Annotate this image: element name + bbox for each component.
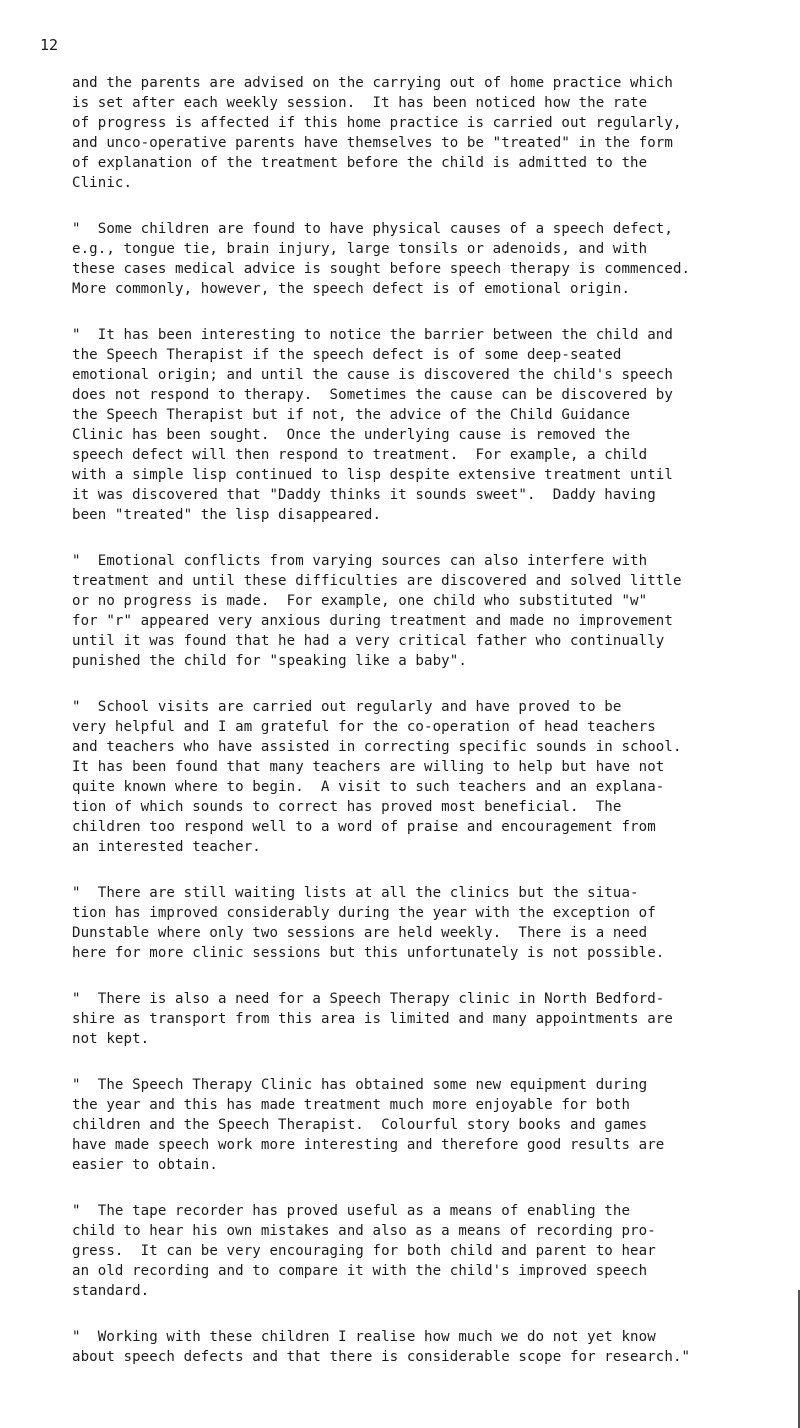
- text-line: easier to obtain.: [72, 1157, 218, 1173]
- page-number: 12: [40, 36, 59, 54]
- text-line: until it was found that he had a very critical father who continually: [72, 633, 665, 649]
- paragraph: [72, 697, 792, 857]
- paragraph: [72, 325, 792, 525]
- text-line: have made speech work more interesting and therefore good results are: [72, 1137, 665, 1153]
- text-line: not kept.: [72, 1031, 150, 1047]
- text-line: children too respond well to a word of praise and encouragement from: [72, 819, 656, 835]
- text-line: " It has been interesting to notice the barrier between the child and: [72, 327, 673, 343]
- paragraph: [72, 1201, 792, 1301]
- text-line: " Working with these children I realise how much we do not yet know: [72, 1329, 656, 1345]
- text-line: quite known where to begin. A visit to such teachers and an explana-: [72, 779, 665, 795]
- text-line: " School visits are carried out regularly and have proved to be: [72, 699, 622, 715]
- text-line: about speech defects and that there is considerable scope for research.": [72, 1349, 691, 1365]
- text-line: " The Speech Therapy Clinic has obtained some new equipment during: [72, 1077, 648, 1093]
- text-line: and teachers who have assisted in correcting specific sounds in school.: [72, 739, 682, 755]
- text-line: is set after each weekly session. It has been noticed how the rate: [72, 95, 648, 111]
- text-line: and unco-operative parents have themselves to be "treated" in the form: [72, 135, 673, 151]
- report-body: [72, 73, 792, 1393]
- text-line: an interested teacher.: [72, 839, 261, 855]
- text-line: of progress is affected if this home practice is carried out regularly,: [72, 115, 682, 131]
- text-line: and the parents are advised on the carrying out of home practice which: [72, 75, 673, 91]
- text-line: punished the child for "speaking like a baby".: [72, 653, 467, 669]
- text-line: it was discovered that "Daddy thinks it sounds sweet". Daddy having: [72, 487, 656, 503]
- text-line: " The tape recorder has proved useful as a means of enabling the: [72, 1203, 631, 1219]
- text-line: treatment and until these difficulties are discovered and solved little: [72, 573, 682, 589]
- text-line: children and the Speech Therapist. Colourful story books and games: [72, 1117, 648, 1133]
- text-line: does not respond to therapy. Sometimes the cause can be discovered by: [72, 387, 673, 403]
- text-line: shire as transport from this area is limited and many appointments are: [72, 1011, 673, 1027]
- paragraph: [72, 989, 792, 1049]
- text-line: child to hear his own mistakes and also as a means of recording pro-: [72, 1223, 656, 1239]
- text-line: here for more clinic sessions but this unfortunately is not possible.: [72, 945, 665, 961]
- text-line: Clinic has been sought. Once the underlying cause is removed the: [72, 427, 631, 443]
- paragraph: [72, 551, 792, 671]
- paragraph: [72, 219, 792, 299]
- text-line: the year and this has made treatment much more enjoyable for both: [72, 1097, 631, 1113]
- text-line: or no progress is made. For example, one child who substituted "w": [72, 593, 648, 609]
- text-line: been "treated" the lisp disappeared.: [72, 507, 382, 523]
- text-line: It has been found that many teachers are willing to help but have not: [72, 759, 665, 775]
- paragraph: [72, 1075, 792, 1175]
- text-line: gress. It can be very encouraging for both child and parent to hear: [72, 1243, 656, 1259]
- text-line: tion of which sounds to correct has proved most beneficial. The: [72, 799, 622, 815]
- paragraph: [72, 883, 792, 963]
- text-line: standard.: [72, 1283, 150, 1299]
- text-line: the Speech Therapist but if not, the advice of the Child Guidance: [72, 407, 631, 423]
- paragraph: [72, 73, 792, 193]
- text-line: for "r" appeared very anxious during treatment and made no improvement: [72, 613, 673, 629]
- text-line: " Emotional conflicts from varying sources can also interfere with: [72, 553, 648, 569]
- text-line: " There are still waiting lists at all the clinics but the situa-: [72, 885, 639, 901]
- text-line: the Speech Therapist if the speech defect is of some deep-seated: [72, 347, 622, 363]
- text-line: an old recording and to compare it with the child's improved speech: [72, 1263, 648, 1279]
- text-line: very helpful and I am grateful for the co-operation of head teachers: [72, 719, 656, 735]
- text-line: with a simple lisp continued to lisp despite extensive treatment until: [72, 467, 673, 483]
- text-line: More commonly, however, the speech defect is of emotional origin.: [72, 281, 631, 297]
- text-line: e.g., tongue tie, brain injury, large tonsils or adenoids, and with: [72, 241, 648, 257]
- paragraph: [72, 1327, 792, 1367]
- text-line: Clinic.: [72, 175, 133, 191]
- text-line: " Some children are found to have physical causes of a speech defect,: [72, 221, 673, 237]
- text-line: speech defect will then respond to treatment. For example, a child: [72, 447, 648, 463]
- text-line: Dunstable where only two sessions are held weekly. There is a need: [72, 925, 648, 941]
- text-line: emotional origin; and until the cause is discovered the child's speech: [72, 367, 673, 383]
- text-line: of explanation of the treatment before the child is admitted to the: [72, 155, 648, 171]
- text-line: " There is also a need for a Speech Therapy clinic in North Bedford-: [72, 991, 665, 1007]
- text-line: these cases medical advice is sought before speech therapy is commenced.: [72, 261, 691, 277]
- text-line: tion has improved considerably during the year with the exception of: [72, 905, 656, 921]
